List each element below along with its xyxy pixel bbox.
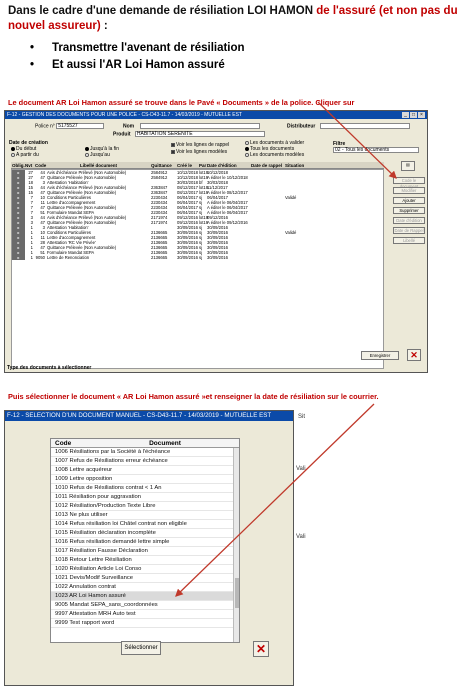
bullet-item: • Transmettre l'avenant de résiliation — [30, 40, 245, 57]
table-cell: 09/12/2016 — [177, 220, 198, 225]
close-icon[interactable]: × — [418, 112, 425, 118]
table-cell: 3 — [30, 215, 33, 220]
table-cell: A éditer le 06/04/2017 — [207, 200, 248, 205]
table-cell: Lettre d'accompagnement — [47, 200, 96, 205]
table-cell: 11 — [40, 200, 45, 205]
side-peek-valide: Vali — [296, 466, 306, 472]
row-selector-icon[interactable]: ▸ — [12, 255, 25, 260]
table-cell: Attestation 'Habitation' — [47, 180, 89, 185]
row-selector-icon[interactable]: ▸ — [12, 215, 25, 220]
table-cell: 10/12/2018 — [177, 175, 198, 180]
table-cell: 51 — [40, 210, 45, 215]
print-icon[interactable]: ▤ — [401, 161, 415, 171]
col-document: Document — [149, 440, 181, 447]
table-cell: 1 — [30, 225, 33, 230]
footer-status: Type des documents à sélectionner — [7, 365, 92, 371]
list-item[interactable]: 1018 Retour Lettre Résiliation — [51, 556, 239, 565]
table-cell: 30/09/2016 — [177, 230, 198, 235]
ajouter-button[interactable]: Ajouter — [393, 197, 425, 204]
list-item[interactable]: 9999 Test rapport word — [51, 619, 239, 628]
table-cell: 7 — [30, 200, 33, 205]
table-cell: 44 — [40, 170, 45, 175]
intro-text: Dans le cadre d'une demande de résiliation LOI HAMON — [8, 5, 317, 17]
row-selector-icon[interactable]: ▸ — [12, 230, 25, 235]
table-cell: Formulaire Mandat SEPA — [47, 250, 95, 255]
table-cell: 06/04/2017 — [177, 200, 198, 205]
col-oblig: Oblig. — [12, 163, 25, 168]
row-selector-icon[interactable]: ▸ — [12, 240, 25, 245]
date-edition-button[interactable]: Date d'édition — [393, 217, 425, 224]
minimize-icon[interactable]: _ — [402, 112, 409, 118]
table-cell: 47 — [40, 175, 45, 180]
col-edition: Date d'édition — [207, 163, 237, 168]
table-cell: 2363847 — [151, 190, 168, 195]
checkbox-label: Voir les lignes de rappel — [176, 142, 230, 148]
intro-highlight: de l'assuré (et non pas du nouvel assureur) — [8, 5, 458, 32]
col-code: Code — [55, 440, 72, 447]
list-item[interactable]: 1011 Résiliation pour aggravation — [51, 493, 239, 502]
table-cell: sj — [199, 205, 203, 210]
table-cell: 06/04/2017 — [177, 195, 198, 200]
table-cell: 2136665 — [151, 240, 168, 245]
date-creation-label: Date de création — [9, 140, 48, 146]
list-item[interactable]: 1020 Résiliation Article Loi Conso — [51, 565, 239, 574]
close-x-icon[interactable]: ✕ — [407, 349, 421, 361]
table-cell: 08/12/2017 — [177, 185, 198, 190]
enregistrer-button[interactable]: Enregistrer — [361, 351, 399, 360]
table-cell: lot19 — [199, 185, 209, 190]
table-cell: bf — [199, 180, 203, 185]
table-cell: 30/09/2016 — [207, 255, 228, 260]
table-cell: sj — [199, 195, 203, 200]
radio-label: Les documents modèles — [250, 152, 305, 158]
distributeur-label: Distributeur — [287, 123, 316, 130]
list-item[interactable]: 1015 Résiliation déclaration incomplète — [51, 529, 239, 538]
table-cell: 2136665 — [151, 250, 168, 255]
table-cell: Avis d'échéance Prélevé (Non Automobile) — [47, 170, 127, 175]
checkbox-label: Voir les lignes modèles — [176, 149, 228, 155]
table-cell: 3 — [42, 225, 45, 230]
caption-step2: Puis sélectionner le document « AR Loi Hamon assuré »et renseigner la date de résiliation sur le courrier. — [8, 392, 379, 401]
table-cell: sj — [199, 230, 203, 235]
table-cell: 3 — [30, 220, 33, 225]
table-cell: sj — [199, 210, 203, 215]
table-cell: 30/09/2016 — [207, 240, 228, 245]
table-cell: 7 — [30, 205, 33, 210]
table-cell: 28 — [40, 240, 45, 245]
produit-label: Produit — [113, 131, 131, 138]
table-cell: Avis d'échéance Prélevé (Non Automobile) — [47, 215, 127, 220]
filtre-value: 02 - Tous les documents — [333, 147, 419, 153]
table-cell: 2136665 — [151, 230, 168, 235]
side-peek-situation: Sit — [298, 414, 306, 420]
row-selector-icon[interactable]: ▸ — [12, 225, 25, 230]
col-libelle: Libellé document — [79, 163, 117, 168]
table-cell: 10 — [40, 230, 45, 235]
table-cell: 51 — [40, 250, 45, 255]
list-item[interactable]: 1021 Devis/Modif Surveillance — [51, 574, 239, 583]
supprimer-button[interactable]: Supprimer — [393, 207, 425, 214]
row-selector-icon[interactable]: ▸ — [12, 245, 25, 250]
table-cell: Formulaire Mandat SEPA — [47, 210, 95, 215]
table-cell: lot19 — [199, 220, 209, 225]
table-cell: 30/09/2016 — [207, 245, 228, 250]
list-item[interactable]: 1008 Lettre acquéreur — [51, 466, 239, 475]
row-selector-icon[interactable]: ▸ — [12, 180, 25, 185]
list-item[interactable]: 1006 Résiliations par la Société à l'échéance — [51, 448, 239, 457]
table-cell: Quittance Prélevée (Non Automobile) — [47, 190, 117, 195]
table-cell: 1 — [30, 235, 33, 240]
selectionner-button[interactable]: Sélectionner — [121, 641, 161, 655]
table-cell: lot19 — [199, 190, 209, 195]
table-cell: Conditions Particulières — [47, 195, 91, 200]
table-cell: 2230434 — [151, 210, 168, 215]
col-situation: Situation — [285, 163, 305, 168]
table-cell: 15 — [28, 185, 33, 190]
list-item[interactable]: 1010 Refus de Résiliations contrat < 1 An — [51, 484, 239, 493]
table-cell: Lettre d'accompagnement — [47, 235, 96, 240]
table-cell: 2171974 — [151, 215, 168, 220]
table-cell: 1 — [30, 230, 33, 235]
row-selector-icon[interactable]: ▸ — [12, 205, 25, 210]
table-cell: Attestation 'Habitation' — [47, 225, 89, 230]
list-item[interactable]: 1023 AR Loi Hamon assuré — [51, 592, 239, 601]
table-cell: 7 — [30, 210, 33, 215]
intro-colon: : — [100, 20, 108, 32]
date-rappel-button[interactable]: Date de Rappel — [394, 228, 424, 233]
table-cell: sj — [199, 245, 203, 250]
table-cell: 1 — [30, 255, 33, 260]
table-cell: 09/12/2016 — [177, 215, 198, 220]
table-cell: 11/12/2017 — [207, 185, 228, 190]
list-item[interactable]: 1014 Refus résiliation loi Châtel contrat non eligible — [51, 520, 239, 529]
table-cell: 30/09/2016 — [177, 235, 198, 240]
window-title: F-12 - GESTION DES DOCUMENTS POUR UNE POLICE - CS-D43-11.7 - 14/03/2019 - MUTUELLE EST — [7, 112, 242, 118]
table-cell: A éditer le 10/12/2018 — [207, 175, 248, 180]
table-cell: A éditer le 06/04/2017 — [207, 205, 248, 210]
row-selector-icon[interactable]: ▸ — [12, 170, 25, 175]
table-cell: 1 — [30, 250, 33, 255]
caption-step1: Le document AR Loi Hamon assuré se trouve dans le Pavé « Documents » de la police. Cliquer sur — [8, 98, 355, 107]
table-cell: Validé — [285, 230, 297, 235]
col-code: Code — [35, 163, 47, 168]
table-cell: Attestation 'RC Vie Privée' — [47, 240, 96, 245]
table-cell: 30/03/2018 — [207, 180, 228, 185]
row-selector-icon[interactable]: ▸ — [12, 175, 25, 180]
table-cell: 2230434 — [151, 195, 168, 200]
arrow-to-ar-loi-hamon — [176, 404, 374, 596]
table-cell: 11 — [40, 235, 45, 240]
window2-title: F-12 - SELECTION D'UN DOCUMENT MANUEL - CS-D43-11.7 - 14/03/2019 - MUTUELLE EST — [7, 412, 272, 419]
table-cell: 06/04/2017 — [177, 210, 198, 215]
table-cell: 10/12/2018 — [207, 170, 228, 175]
nom-label: Nom — [123, 123, 135, 130]
radio-label: Du début — [16, 146, 37, 152]
col-par: Par — [199, 163, 207, 168]
table-cell: 2230434 — [151, 200, 168, 205]
table-cell: lot19 — [199, 175, 209, 180]
table-cell: 27 — [28, 175, 33, 180]
table-cell: 7 — [30, 195, 33, 200]
table-cell: 2584912 — [151, 170, 168, 175]
table-cell: sj — [199, 240, 203, 245]
table-cell: 9050 — [35, 255, 45, 260]
table-cell: 2136665 — [151, 235, 168, 240]
table-cell: 06/04/2017 — [177, 205, 198, 210]
table-cell: 44 — [40, 185, 45, 190]
table-cell: 09/12/2016 — [207, 215, 228, 220]
table-cell: Quittance Prélevée (Non Automobile) — [47, 245, 117, 250]
table-cell: A éditer le 09/12/2016 — [207, 220, 248, 225]
table-cell: sj — [199, 200, 203, 205]
table-cell: 30/09/2016 — [207, 225, 228, 230]
table-cell: 47 — [40, 220, 45, 225]
list-item[interactable]: 9005 Mandat SEPA_sans_coordonnées — [51, 601, 239, 610]
table-cell: lot19 — [199, 170, 209, 175]
table-cell: Conditions Particulières — [47, 230, 91, 235]
table-cell: Quittance Prélevée (Non Automobile) — [47, 220, 117, 225]
table-cell: 2230434 — [151, 205, 168, 210]
radio-label: Jusqu'à la fin — [90, 146, 120, 152]
list-item[interactable]: 1013 Ne plus utiliser — [51, 511, 239, 520]
police-field[interactable]: 5175527 — [56, 123, 104, 129]
arrow-to-ajouter — [318, 102, 396, 178]
table-cell: sj — [199, 255, 203, 260]
list-item[interactable]: 1012 Résiliation/Production Texte Libre — [51, 502, 239, 511]
table-cell: 3 — [42, 180, 45, 185]
table-cell: 2136665 — [151, 255, 168, 260]
modifier-button[interactable]: Modifier — [393, 187, 425, 194]
table-cell: 30/09/2016 — [177, 250, 198, 255]
table-cell: 47 — [40, 190, 45, 195]
row-selector-icon[interactable]: ▸ — [12, 250, 25, 255]
table-cell: 30/09/2016 — [177, 245, 198, 250]
maximize-icon[interactable]: □ — [411, 112, 416, 118]
list-item[interactable]: 1022 Annulation contrat — [51, 583, 239, 592]
bullet-item: • Et aussi l'AR Loi Hamon assuré — [30, 57, 245, 74]
table-cell: 30/09/2016 — [207, 250, 228, 255]
table-cell: 2171974 — [151, 220, 168, 225]
row-selector-icon[interactable]: ▸ — [12, 220, 25, 225]
table-cell: sj — [199, 250, 203, 255]
table-cell: A éditer le 08/12/2017 — [207, 190, 248, 195]
table-cell: 47 — [40, 245, 45, 250]
table-cell: Quittance Prélevée (Non Automobile) — [47, 205, 117, 210]
row-selector-icon[interactable]: ▸ — [12, 235, 25, 240]
list-item[interactable]: 9997 Attestation MRH Auto test — [51, 610, 239, 619]
row-selector-icon[interactable]: ▸ — [12, 195, 25, 200]
radio-label: Jusqu'au — [90, 152, 110, 158]
list-item[interactable]: 1016 Refus résiliation demandé lettre simple — [51, 538, 239, 547]
table-cell: 47 — [40, 205, 45, 210]
table-cell: 30/09/2016 — [207, 235, 228, 240]
table-cell: 15 — [28, 190, 33, 195]
libelle-button[interactable]: Libellé — [393, 237, 425, 244]
col-quittance: Quittance — [151, 163, 172, 168]
col-nvt: Nvt — [25, 163, 33, 168]
side-peek-valide: Vali — [296, 534, 306, 540]
list-item[interactable]: 1017 Résiliation Fausse Déclaration — [51, 547, 239, 556]
table-cell: lot19 — [199, 215, 209, 220]
list-item[interactable]: 1009 Lettre opposition — [51, 475, 239, 484]
table-cell: 30/09/2016 — [207, 230, 228, 235]
table-cell: A éditer le 06/04/2017 — [207, 210, 248, 215]
table-cell: 08/12/2017 — [177, 190, 198, 195]
table-cell: 2136665 — [151, 245, 168, 250]
radio-label: Tous les documents — [250, 146, 295, 152]
police-label: Police n° — [35, 123, 55, 130]
radio-label: A partir du — [16, 152, 39, 158]
produit-field[interactable]: HABITATION SERENITE — [135, 131, 265, 137]
table-cell: sj — [199, 225, 203, 230]
table-cell: 10/12/2018 — [177, 170, 198, 175]
table-cell: 30/09/2016 — [177, 225, 198, 230]
table-cell: 27 — [28, 170, 33, 175]
table-cell: 10 — [40, 195, 45, 200]
filtre-label: Filtre — [333, 141, 346, 147]
close-x-icon[interactable]: ✕ — [253, 641, 269, 657]
row-selector-icon[interactable]: ▸ — [12, 210, 25, 215]
table-cell: 30/09/2016 — [177, 255, 198, 260]
col-cree: Créé le — [177, 163, 193, 168]
table-cell: 06/04/2017 — [207, 195, 228, 200]
table-cell: 1 — [30, 245, 33, 250]
code-document-button[interactable]: Code le — [393, 177, 425, 184]
table-cell: Lettre de Renonciation — [47, 255, 90, 260]
table-cell: 1 — [30, 240, 33, 245]
row-selector-icon[interactable]: ▸ — [12, 185, 25, 190]
table-cell: 30/09/2016 — [177, 240, 198, 245]
row-selector-icon[interactable]: ▸ — [12, 200, 25, 205]
table-cell: Quittance Prélevée (Non Automobile) — [47, 175, 117, 180]
table-cell: sj — [199, 235, 203, 240]
row-selector-icon[interactable]: ▸ — [12, 190, 25, 195]
col-rappel: Date de rappel — [251, 163, 283, 168]
table-cell: 2363847 — [151, 185, 168, 190]
table-cell: 44 — [40, 215, 45, 220]
radio-label: Les documents à valider — [250, 140, 305, 146]
table-cell: 2584912 — [151, 175, 168, 180]
table-cell: 30/03/2018 — [177, 180, 198, 185]
list-item[interactable]: 1007 Refus de Résiliations erreur échéance — [51, 457, 239, 466]
table-cell: 18 — [28, 180, 33, 185]
table-cell: Validé — [285, 195, 297, 200]
table-cell: Avis d'échéance Prélevé (Non Automobile) — [47, 185, 127, 190]
